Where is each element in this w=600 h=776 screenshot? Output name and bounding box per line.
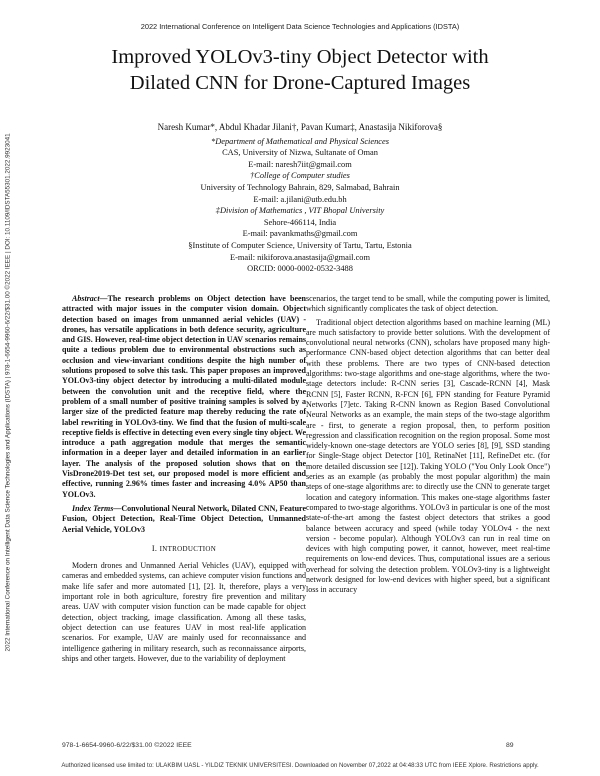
abstract (62, 294, 306, 500)
authors-block (90, 122, 510, 275)
page-number: 89 (506, 742, 514, 749)
license-notice: Authorized licensed use limited to: ULAKBIM UASL - YILDIZ TEKNIK UNIVERSITESI. Downloaded on November 07,2022 at 04:48:33 UTC from IEEE Xplore. Restrictions apply. (61, 762, 539, 769)
author-names: Naresh Kumar*, Abdul Khadar Jilani†, Pavan Kumar‡, Anastasija Nikiforova§ (157, 122, 443, 132)
affiliation-line: †College of Computer studies (250, 171, 350, 181)
side-metadata: 2022 International Conference on Intelligent Data Science Technologies and Applications (IDSTA) | 978-1-6654-9960-6/22/$31.00 ©2022 IEEE | DOI: 10.1109/IDSTA55301.2022.9923041 (4, 133, 12, 652)
right-column (306, 294, 550, 596)
section-title: INTRODUCTION (159, 544, 217, 553)
affiliation-line: §Institute of Computer Science, University of Tartu, Tartu, Estonia (188, 240, 412, 250)
index-terms (62, 504, 306, 535)
footer-isbn: 978-1-6654-9960-6/22/$31.00 ©2022 IEEE (62, 742, 192, 749)
affiliation-line: *Department of Mathematical and Physical Sciences (211, 136, 389, 146)
title-line-1: Improved YOLOv3-tiny Object Detector with (111, 46, 489, 68)
affiliation-email: E-mail: nikiforova.anastasija@gmail.com (229, 252, 371, 262)
right-paragraph: Traditional object detection algorithms based on machine learning (ML) are much satisfactory to provide better solutions. With the development of convolutional neural networks (CNN), scholars have proposed many high-performance CNN-based object detection algorithms that can better deal with these problems. There are two types of CNN-based detection algorithms: two-stage algorithms and one-stage algorithms, where the two-stage detectors include: R-CNN series [3], Cascade-RCNN [4], Mask RCNN [5], Faster RCNN, R-FCN [6], FPN standing for Feature Pyramid Networks [7]etc. Taking R-CNN known as Region Based Convolutional Neural Networks as an example, the main steps of the two-stage algorithm are - first, to generate a region proposal, then, to perform position regression and classification recognition on the region proposal. Some most widely-known one-stage detectors are YOLO series [8], [9], SSD standing for Single-Stage object Detector [10], RetinaNet [11], RefineDet etc. (for more detailed discussion see [12]). Taking YOLO ("You Only Look Once") series as an example (as probably the most popular algorithm) the main steps of one-stage algorithms are: to directly use the CNN to generate target location and category information. This makes one-stage algorithms faster compared to two-stage algorithms. YOLOv3 in particular is one of the most state-of-the-art among the fastest object detectors that strikes a good balance between accuracy and speed (while today YOLOv4 - the next version - become popular). Although YOLOv3 can run in real time on devices with high computing power, it cannot, however, meet real-time requirements on low-end devices. Thus, computational issues are a serious overhead for solving the detection problem. YOLOv3-tiny is a lightweight network designed for low-end devices with higher speed, but a significant loss in accuracy (306, 317, 550, 595)
conference-header: 2022 International Conference on Intelligent Data Science Technologies and Applications (IDSTA) (140, 22, 460, 31)
affiliation-email: E-mail: naresh7iit@gmail.com (248, 159, 352, 169)
affiliation-email: E-mail: pavankmaths@gmail.com (242, 229, 358, 239)
section-number: I. (151, 543, 160, 553)
affiliation-line: University of Technology Bahrain, 829, Salmabad, Bahrain (200, 182, 400, 192)
left-column (62, 294, 306, 664)
index-terms-text: Convolutional Neural Network, Dilated CNN, Feature Fusion, Object Detection, Real-Time Object Detection, Unmanned Aerial Vehicle, YOLOv3 (62, 503, 306, 534)
section-heading (62, 544, 306, 554)
affiliation-line: ‡Division of Mathematics , VIT Bhopal University (215, 206, 385, 216)
affiliation-email: E-mail: a.jilani@utb.edu.bh (253, 194, 347, 204)
paper-title (60, 44, 540, 96)
affiliation-line: CAS, University of Nizwa, Sultanate of Oman (222, 148, 378, 158)
right-paragraph-continued: scenarios, the target tend to be small, while the computing power is limited, which significantly complicates the task of object detection. (306, 294, 550, 314)
orcid: ORCID: 0000-0002-0532-3488 (247, 264, 353, 274)
index-terms-lead: Index Terms— (72, 503, 122, 513)
abstract-lead: Abstract— (72, 294, 108, 303)
abstract-text: The research problems on Object detection have been attracted with major issues in the computer vision domain. Object detection based on images from unmanned aerial vehicles (UAV) - drones, has versatile applications in both defence security, agriculture and GIS. However, real-time object detection in UAV scenarios remains quite a tedious problem due to environmental obstructions such as occlusion and view-invariant conditions despite the high number of solutions proposed to solve this task. This paper proposes an improved YOLOv3-tiny object detector by introducing a multi-dilated module between the convolution unit and the receptive field, where the problem of a small number of positive training samples is solved by a larger size of the predicted feature map thereby reducing the rate of label rewriting in YOLOv3-tiny. We find that the fusion of multi-scale receptive fields is effective in detecting even every single tiny object. We introduce a path aggregation module that merges the semantic information in a deeper layer and detailed information in an earlier layer. The analysis of the proposed solution shows that on the VisDrone2019-Det test set, our proposed model is more efficient and effective, running 2.96% times faster and increasing 4.0% AP50 than YOLOv3. (62, 294, 306, 499)
title-line-2: Dilated CNN for Drone-Captured Images (129, 72, 471, 94)
intro-paragraph: Modern drones and Unmanned Aerial Vehicles (UAV), equipped with cameras and embedded systems, can achieve computer vision functions and make life safer and more automated [1], [2]. It, therefore, plays a very important role in both agriculture, forestry fire prevention and military areas. UAV with computer vision function can be made capable for object detection, object tracking, image classification. Among all these tasks, object detection can use features UAV in most real-life application scenarios. For example, UAV are mainly used for reconnaissance and intelligence gathering in military research, such as reconnaissance airports, ships and other targets. However, due to the variability of deployment (62, 561, 306, 663)
affiliation-line: Sehore-466114, India (263, 217, 337, 227)
